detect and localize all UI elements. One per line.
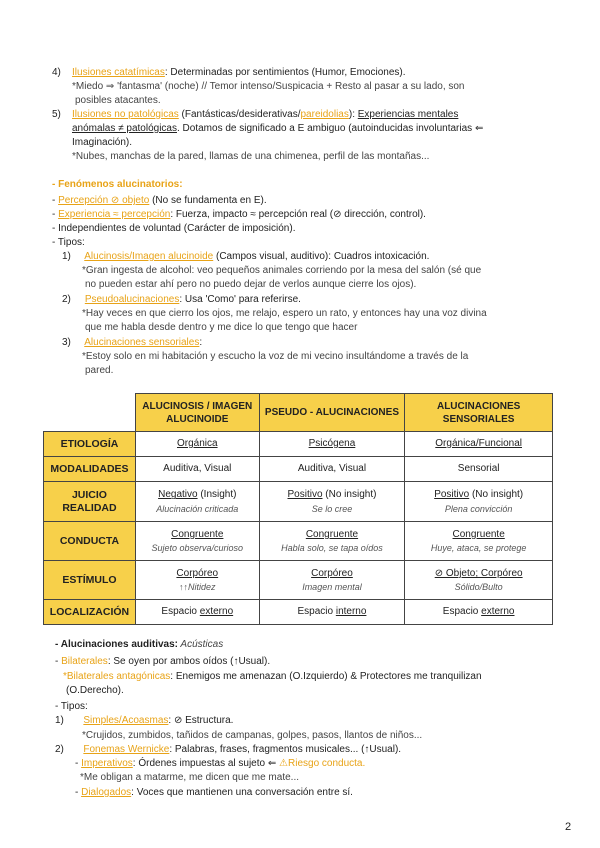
row-header: LOCALIZACIÓN (44, 600, 136, 625)
term: Alucinosis/Imagen alucinoide (84, 251, 214, 262)
section-subtitle: Acústicas (178, 639, 224, 650)
item-5-line-2 (72, 122, 483, 136)
section-title-fenomenos: - Fenómenos alucinatorios: (52, 179, 183, 190)
cell-text: (No insight) (469, 489, 524, 501)
item-5 (52, 108, 458, 122)
empty-cell (44, 394, 136, 432)
table-row (44, 522, 553, 561)
item-4 (52, 66, 406, 80)
term: Alucinaciones sensoriales (84, 337, 200, 348)
table-cell (259, 482, 405, 522)
bullet: - (52, 195, 59, 206)
cell-text: Congruente (171, 528, 224, 540)
item-5-line-3: Imaginación). (72, 137, 133, 148)
aud-bilaterales (55, 655, 270, 669)
tipo-3 (62, 336, 202, 350)
tipo-2 (62, 293, 301, 307)
fen-line-2 (52, 208, 426, 222)
example-line: *Nubes, manchas de la pared, llamas de una chimenea, perfil de las montañas... (72, 151, 430, 162)
term: Imperativos (81, 758, 133, 769)
cell-text: Positivo (287, 489, 323, 501)
line-text: (Campos visual, auditivo): Cuadros intoxicación. (213, 251, 430, 262)
warning-icon: ⚠ (279, 758, 288, 769)
cell-text: Positivo (434, 489, 470, 501)
cell-text: Corpóreo (176, 567, 219, 579)
table-cell: Auditiva, Visual (259, 457, 405, 482)
line-text: : Usa 'Como' para referirse. (179, 294, 301, 305)
line-text: : Voces que mantienen una conversación entre sí. (131, 787, 353, 798)
table-cell (259, 432, 405, 457)
header-cell: ALUCINACIONES SENSORIALES (405, 394, 553, 432)
item-text: (Fantásticas/desiderativas/ (178, 109, 301, 120)
cell-text: Congruente (305, 528, 359, 540)
fen-line-3: - Independientes de voluntad (Carácter de imposición). (52, 223, 296, 234)
cell-subtext: Plena convicción (444, 503, 513, 514)
cell-text: Psicógena (308, 437, 356, 449)
line-text: : (199, 337, 203, 348)
table-cell (259, 522, 405, 561)
cell-subtext: Habla solo, se tapa oídos (281, 543, 383, 554)
section-title: - Alucinaciones auditivas: (55, 639, 178, 650)
example-line: posibles atacantes. (75, 95, 161, 106)
item-number: 4) (52, 67, 61, 78)
bullet: - (75, 787, 82, 798)
term: Percepción ⊘ objeto (58, 195, 150, 206)
cell-text: ⊘ Objeto; Corpóreo (434, 567, 523, 579)
table-row (44, 457, 553, 482)
aud-tipo-1 (55, 714, 233, 728)
example-line: *Me obligan a matarme, me dicen que me mate... (80, 772, 299, 783)
aud-antagonicas-line-2: (O.Derecho). (66, 685, 124, 696)
item-number: 2) (55, 744, 64, 755)
example-line: *Crujidos, zumbidos, tañidos de campanas, golpes, pasos, llantos de niños... (82, 730, 423, 741)
term: Bilaterales (61, 656, 108, 667)
table-cell (135, 432, 259, 457)
term: Fonemas Wernicke (83, 744, 170, 755)
aud-dialogados (75, 786, 353, 800)
cell-text: externo (481, 605, 515, 617)
aud-tipos: - Tipos: (55, 701, 88, 712)
section-title-auditivas (55, 638, 223, 652)
item-number: 2) (62, 294, 71, 305)
example-line: *Miedo ⇒ 'fantasma' (noche) // Temor intenso/Suspicacia + Resto al pasar a su lado, son (72, 81, 465, 92)
cell-text: Orgánica (176, 437, 218, 449)
term: Dialogados (81, 787, 132, 798)
table-cell (135, 600, 259, 625)
table-cell (405, 561, 553, 600)
table-cell (135, 522, 259, 561)
table-row (44, 561, 553, 600)
cell-text: Corpóreo (311, 567, 353, 579)
term: Simples/Acoasmas (83, 715, 169, 726)
cell-subtext: Sólido/Bulto (454, 582, 503, 593)
table-cell (259, 561, 405, 600)
aud-antagonicas (63, 670, 482, 684)
cell-subtext: Sujeto observa/curioso (151, 543, 244, 554)
table-cell (405, 522, 553, 561)
example-line: *Estoy solo en mi habitación y escucho la voz de mi vecino insultándome a través de la (82, 351, 469, 362)
term: Experiencia ≈ percepción (58, 209, 171, 220)
cell-subtext: Huye, ataca, se protege (430, 543, 527, 554)
line-text: : Órdenes impuestas al sujeto ⇐ (132, 758, 280, 769)
underlined-text: anómalas ≠ patológicas (72, 123, 177, 134)
term-pareidolias: pareidolias (300, 109, 349, 120)
cell-text: Orgánica/Funcional (435, 437, 522, 449)
aud-tipo-2 (55, 743, 401, 757)
cell-text: Congruente (452, 528, 505, 540)
line-text: : Fuerza, impacto ≈ percepción real (⊘ dirección, control). (170, 209, 426, 220)
table-row (44, 432, 553, 457)
cell-text: Espacio (297, 605, 336, 617)
aud-imperativos: - Imperativos: Órdenes impuestas al sujeto ⇐ ⚠Riesgo conducta. (75, 758, 366, 769)
header-cell: ALUCINOSIS / IMAGEN ALUCINOIDE (135, 394, 259, 432)
cell-subtext: Imagen mental (302, 582, 362, 593)
example-line: no pueden estar ahí pero no puedo dejar de verlos aunque cierre los ojos). (85, 279, 417, 290)
bullet: - (55, 656, 62, 667)
line-text: : ⊘ Estructura. (168, 715, 234, 726)
cell-text: interno (335, 605, 367, 617)
comparison-table (43, 393, 553, 625)
cell-text: Negativo (158, 489, 198, 501)
row-header: ESTÍMULO (44, 561, 136, 600)
table-cell (259, 600, 405, 625)
line-text: (No se fundamenta en E). (149, 195, 267, 206)
cell-subtext: ↑↑Nitidez (179, 582, 216, 593)
term-ilusiones-catatimicas: Ilusiones catatímicas (72, 67, 165, 78)
underlined-text: Experiencias mentales (357, 109, 459, 120)
item-number: 1) (55, 715, 64, 726)
row-header: ETIOLOGÍA (44, 432, 136, 457)
page-number: 2 (565, 821, 572, 833)
cell-subtext: Alucinación criticada (156, 503, 239, 514)
item-text: : Determinadas por sentimientos (Humor, Emociones). (164, 67, 406, 78)
cell-text: (Insight) (197, 489, 237, 501)
item-number: 3) (62, 337, 71, 348)
table-row (44, 600, 553, 625)
cell-text: externo (199, 605, 234, 617)
item-number: 5) (52, 109, 61, 120)
table-cell: Auditiva, Visual (135, 457, 259, 482)
line-text: : Se oyen por ambos oídos (↑Usual). (107, 656, 271, 667)
example-line: *Hay veces en que cierro los ojos, me relajo, espero un rato, y entonces hay una voz divina (82, 308, 487, 319)
table-header-row (44, 394, 553, 432)
fen-line-4: - Tipos: (52, 237, 85, 248)
table-row (44, 482, 553, 522)
cell-subtext: Se lo cree (311, 503, 353, 514)
example-line: *Gran ingesta de alcohol: veo pequeños animales corriendo por la mesa del salón (sé que (82, 265, 482, 276)
row-header: MODALIDADES (44, 457, 136, 482)
item-number: 1) (62, 251, 71, 262)
line-text: : Enemigos me amenazan (O.Izquierdo) & Protectores me tranquilizan (170, 671, 482, 682)
item-text: ): (348, 109, 358, 120)
item-text: . Dotamos de significado a E ambiguo (autoinducidas involuntarias ⇐ (177, 123, 484, 134)
tipo-1 (62, 250, 429, 264)
fen-line-1 (52, 194, 267, 208)
bullet: - (75, 758, 82, 769)
term-ilusiones-no-patologicas: Ilusiones no patológicas (72, 109, 179, 120)
example-line: pared. (85, 365, 114, 376)
cell-text: Espacio (161, 605, 200, 617)
line-text: : Palabras, frases, fragmentos musicales... (↑Usual). (169, 744, 402, 755)
table-cell (405, 600, 553, 625)
table-cell (405, 432, 553, 457)
term: *Bilaterales antagónicas (63, 671, 171, 682)
row-header: CONDUCTA (44, 522, 136, 561)
table-cell: Sensorial (405, 457, 553, 482)
row-header: JUICIO REALIDAD (44, 482, 136, 522)
term: Riesgo conducta (288, 758, 363, 769)
table-cell (405, 482, 553, 522)
table-cell (135, 482, 259, 522)
header-cell: PSEUDO - ALUCINACIONES (259, 394, 405, 432)
example-line: que me habla desde dentro y me dice lo que tengo que hacer (85, 322, 358, 333)
table-cell (135, 561, 259, 600)
cell-text: Espacio (442, 605, 482, 617)
term: Pseudoalucinaciones (84, 294, 180, 305)
bullet: - (52, 209, 59, 220)
cell-text: (No insight) (322, 489, 377, 501)
